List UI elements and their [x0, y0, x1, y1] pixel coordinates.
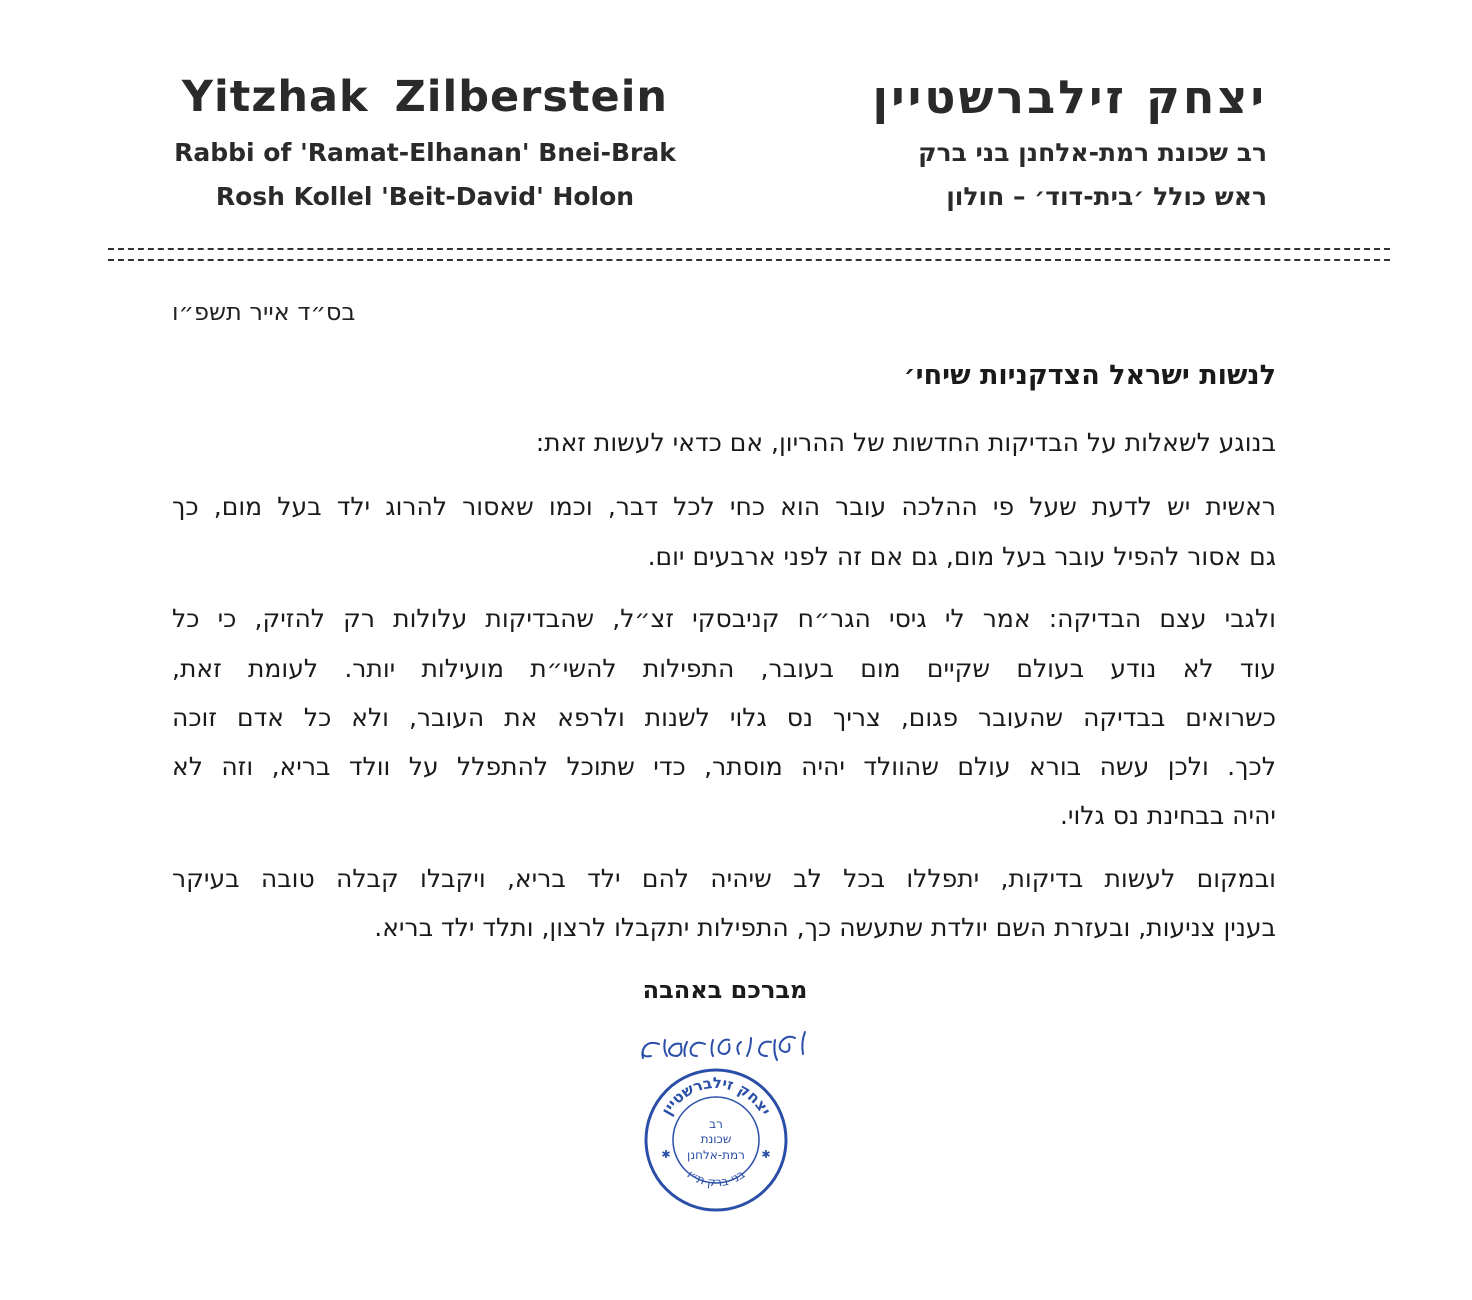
body-line: גם אסור להפיל עובר בעל מום, גם אם זה לפני ארבעים יום.: [647, 542, 1276, 571]
english-title-line-2: Rosh Kollel 'Beit-David' Holon: [215, 182, 635, 211]
english-title-line-1: Rabbi of 'Ramat-Elhanan' Bnei-Brak: [174, 138, 676, 167]
letter-closing: מברכם באהבה: [642, 976, 808, 1004]
hebrew-title-line-1: רב שכונת רמת-אלחנן בני ברק: [918, 138, 1267, 167]
svg-text:בני-ברק ת״ו: [685, 1167, 748, 1189]
body-line: בענין צניעות, ובעזרת השם יולדת שתעשה כך, התפילות יתקבלו לרצון, ותלד ילד בריא.: [374, 913, 1276, 942]
stamp-bottom-text: בני-ברק ת״ו: [684, 1167, 748, 1190]
hebrew-title-line-2: ראש כולל ׳בית-דוד׳ – חולון: [946, 182, 1267, 211]
english-name: Yitzhak Zilberstein: [181, 72, 669, 122]
body-line: בנוגע לשאלות על הבדיקות החדשות של ההריון, אם כדאי לעשות זאת:: [535, 428, 1276, 457]
body-line: ובמקום לעשות בדיקות, יתפללו בכל לב שיהיה להם ילד בריא, ויקבלו קבלה טובה בעיקר: [172, 864, 1276, 893]
stamp-center-line-2: שכונת: [700, 1132, 732, 1146]
official-stamp: [642, 1066, 790, 1214]
hebrew-name: יצחק זילברשטיין: [872, 70, 1267, 124]
stamp-center-line-3: רמת-אלחנן: [687, 1148, 745, 1162]
header-divider: [108, 248, 1390, 261]
body-line: יהיה בבחינת נס גלוי.: [1059, 801, 1276, 830]
stamp-star-right: ✱: [761, 1148, 771, 1161]
letter-date: בס״ד אייר תשפ״ו: [172, 298, 356, 326]
stamp-center-line-1: רב: [709, 1117, 723, 1131]
stamp-ring-text: יצחק זילברשטיין: [657, 1073, 775, 1119]
body-line: ולגבי עצם הבדיקה: אמר לי גיסי הגר״ח קניבסקי זצ״ל, שהבדיקות עלולות רק להזיק, כי כל: [172, 604, 1276, 633]
body-line: כשרואים בבדיקה שהעובר פגום, צריך נס גלוי לשנות ולרפא את העובר, ולא כל אדם זוכה: [172, 703, 1276, 732]
body-line: עוד לא נודע בעולם שקיים מום בעובר, התפילות להשי״ת מועילות יותר. לעומת זאת,: [172, 654, 1276, 683]
body-line: לכך. ולכן עשה בורא עולם שהוולד יהיה מוסתר, כדי שתוכל להתפלל על וולד בריא, וזה לא: [172, 752, 1276, 781]
stamp-star-left: ✱: [661, 1148, 671, 1161]
svg-text:יצחק זילברשטיין: [657, 1074, 774, 1118]
letter-salutation: לנשות ישראל הצדקניות שיחי׳: [903, 360, 1276, 391]
body-line: ראשית יש לדעת שעל פי ההלכה עובר הוא כחי לכל דבר, וכמו שאסור להרוג ילד בעל מום, כך: [172, 492, 1276, 521]
